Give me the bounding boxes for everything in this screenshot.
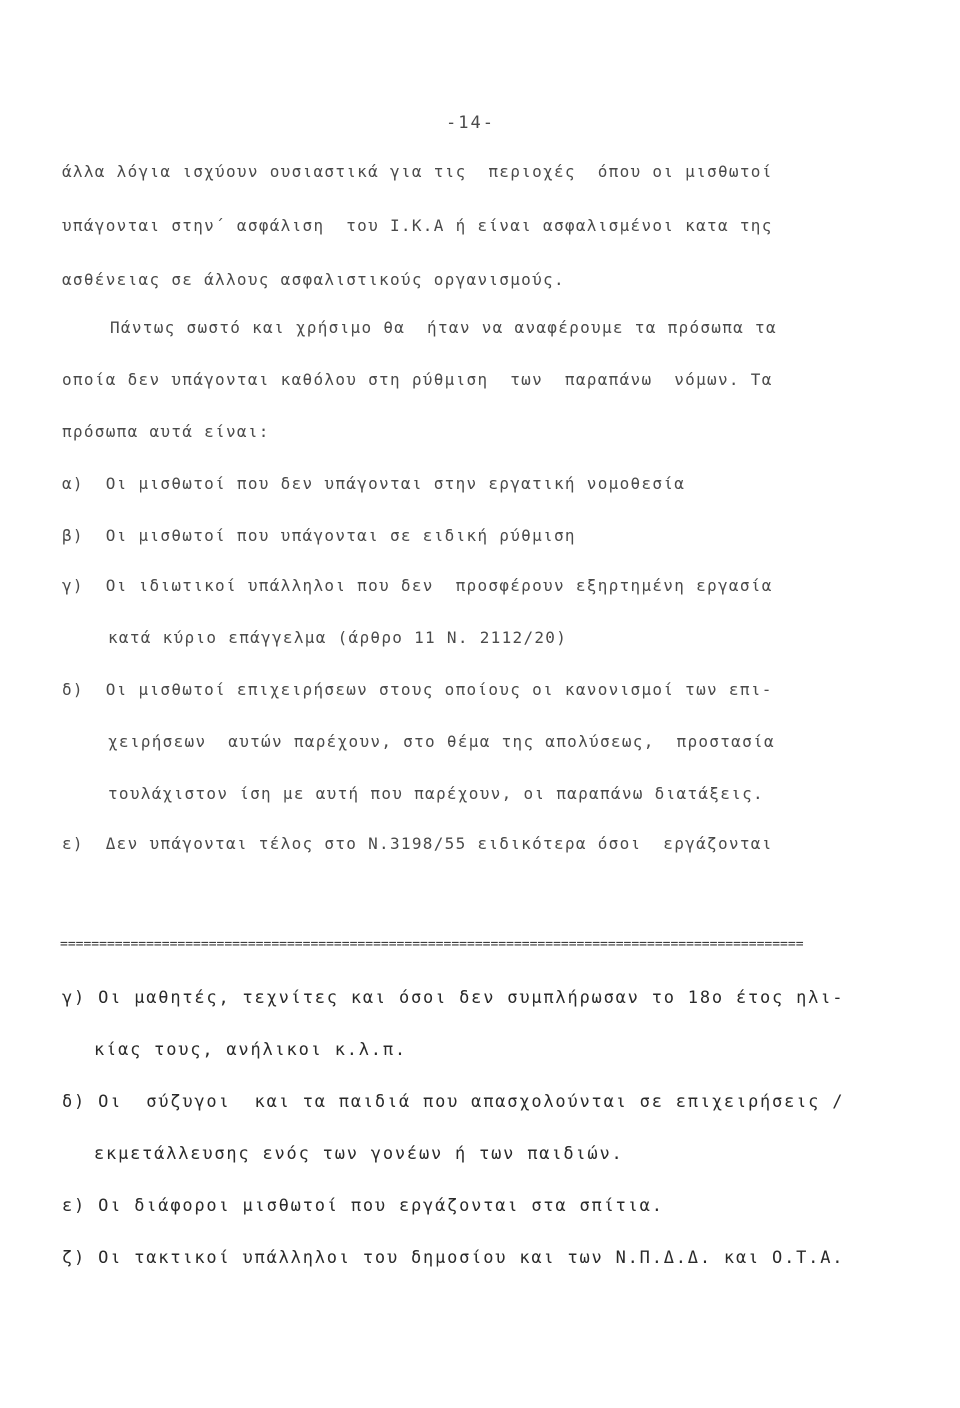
text-line: οποία δεν υπάγονται καθόλου στη ρύθμιση των παραπάνω νόμων. Τα <box>62 370 773 389</box>
list-item: ε) Δεν υπάγονται τέλος στο Ν.3198/55 ειδικότερα όσοι εργάζονται <box>62 834 773 853</box>
list-item: ζ) Οι τακτικοί υπάλληλοι του δημοσίου και των Ν.Π.Δ.Δ. και Ο.Τ.Α. <box>62 1248 845 1268</box>
text-line: Πάντως σωστό και χρήσιμο θα ήταν να αναφέρουμε τα πρόσωπα τα <box>110 318 777 337</box>
list-item: β) Οι μισθωτοί που υπάγονται σε ειδική ρύθμιση <box>62 526 576 545</box>
list-item: γ) Οι μαθητές, τεχνίτες και όσοι δεν συμπλήρωσαν το 18ο έτος ηλι- <box>62 988 845 1008</box>
text-line: κίας τους, ανήλικοι κ.λ.π. <box>94 1040 407 1060</box>
list-item: γ) Οι ιδιωτικοί υπάλληλοι που δεν προσφέρουν εξηρτημένη εργασία <box>62 576 773 595</box>
list-item: δ) Οι σύζυγοι και τα παιδιά που απασχολούνται σε επιχειρήσεις / <box>62 1092 845 1112</box>
text-line: ασθένειας σε άλλους ασφαλιστικούς οργανισμούς. <box>62 270 565 289</box>
text-line: χειρήσεων αυτών παρέχουν, στο θέμα της απολύσεως, προστασία <box>108 732 775 751</box>
list-item: ε) Οι διάφοροι μισθωτοί που εργάζονται στα σπίτια. <box>62 1196 664 1216</box>
text-line: τουλάχιστον ίση με αυτή που παρέχουν, οι παραπάνω διατάξεις. <box>108 784 764 803</box>
text-line: άλλα λόγια ισχύουν ουσιαστικά για τις περιοχές όπου οι μισθωτοί <box>62 162 773 181</box>
list-item: δ) Οι μισθωτοί επιχειρήσεων στους οποίους οι κανονισμοί των επι- <box>62 680 773 699</box>
page-number: -14- <box>446 113 495 133</box>
text-line: εκμετάλλευσης ενός των γονέων ή των παιδιών. <box>94 1144 624 1164</box>
separator-line: =============================================================================================== <box>60 940 804 950</box>
text-line: υπάγονται στην΄ ασφάλιση του Ι.Κ.Α ή είναι ασφαλισμένοι κατα της <box>62 216 773 235</box>
text-line: κατά κύριο επάγγελμα (άρθρο 11 Ν. 2112/20) <box>108 628 568 647</box>
text-line: πρόσωπα αυτά είναι: <box>62 422 270 441</box>
list-item: α) Οι μισθωτοί που δεν υπάγονται στην εργατική νομοθεσία <box>62 474 686 493</box>
